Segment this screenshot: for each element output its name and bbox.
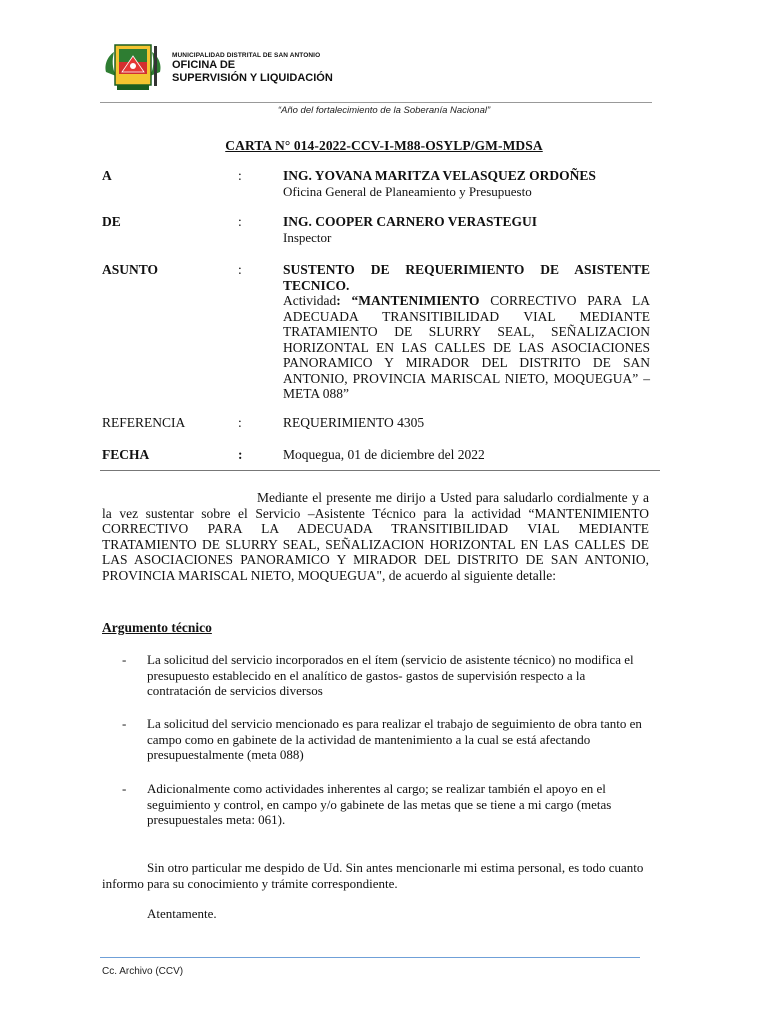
subject-title: SUSTENTO DE REQUERIMIENTO DE ASISTENTE TECNICO. <box>283 262 650 293</box>
activity-bold: : “MANTENIMIENTO <box>336 293 480 308</box>
subject-label: ASUNTO <box>102 262 159 277</box>
section-divider <box>100 470 660 471</box>
addressee-label: A <box>102 168 112 183</box>
subject-activity <box>283 293 650 402</box>
activity-description: CORRECTIVO PARA LA ADECUADA TRANSITIBILIDAD VIAL MEDIANTE TRATAMIENTO DE SLURRY SEAL, SEÑALIZACION HORIZONTAL EN LAS CALLES DE LAS ASOCIACIONES PANORAMICO Y MIRADOR DEL DISTRITO DE SAN ANTONIO, PROVINCIA MARISCAL NIETO, MOQUEGUA” – META 088” <box>283 293 650 401</box>
municipality-name: MUNICIPALIDAD DISTRITAL DE SAN ANTONIO <box>172 52 321 59</box>
sender-name: ING. COOPER CARNERO VERASTEGUI <box>283 214 538 229</box>
closing-paragraph: Sin otro particular me despido de Ud. Sin antes mencionarle mi estima personal, es todo cuanto informo para su conocimiento y trámite correspondiente. <box>102 860 644 891</box>
bullet-text: Adicionalmente como actividades inherentes al cargo; se realizar también el apoyo en el seguimiento y control, en campo y/o gabinete de las metas que se tiene a mi cargo (metas presupuestales meta: 061). <box>147 781 612 827</box>
reference-colon: : <box>238 415 242 430</box>
letter-title: CARTA N° 014-2022-CCV-I-M88-OSYLP/GM-MDSA <box>225 138 543 153</box>
bullet-dash: - <box>122 716 127 731</box>
bullet-text: La solicitud del servicio mencionado es para realizar el trabajo de seguimiento de obra tanto en campo como en gabinete de la actividad de mantenimiento a la cual se está afectando presupuestalmente (meta 088) <box>147 716 642 762</box>
municipal-logo <box>102 42 164 92</box>
organization-header <box>172 52 333 85</box>
argument-title: Argumento técnico <box>102 620 212 635</box>
subject-colon: : <box>238 262 242 277</box>
intro-paragraph: Mediante el presente me dirijo a Usted para saludarlo cordialmente y a la vez sustentar sobre el Servicio –Asistente Técnico para la actividad “MANTENIMIENTO CORRECTIVO PARA LA ADECUADA TRANSITIBILIDAD VIAL MEDIANTE TRATAMIENTO DE SLURRY SEAL, SEÑALIZACION HORIZONTAL EN LAS CALLES DE LAS ASOCIACIONES PANORAMICO Y MIRADOR DEL DISTRITO DE SAN ANTONIO, PROVINCIA MARISCAL NIETO, MOQUEGUA", de acuerdo al siguiente detalle: <box>102 490 649 583</box>
bullet-text: La solicitud del servicio incorporados en el ítem (servicio de asistente técnico) no modifica el presupuesto establecido en el analítico de gastos- gastos de supervisión respecto a la contratación de servicios diversos <box>147 652 634 698</box>
date-colon: : <box>238 447 243 462</box>
reference-label: REFERENCIA <box>102 415 186 430</box>
bullet-dash: - <box>122 652 127 667</box>
sender-label: DE <box>102 214 121 229</box>
footer-divider <box>100 957 640 958</box>
activity-prefix: Actividad <box>283 293 337 308</box>
sender-role: Inspector <box>283 230 332 245</box>
header-divider <box>100 102 652 103</box>
reference-value: REQUERIMIENTO 4305 <box>283 415 425 430</box>
signoff: Atentamente. <box>147 906 217 921</box>
year-motto: “Año del fortalecimiento de la Soberanía Nacional” <box>277 105 491 116</box>
bullet-dash: - <box>122 781 127 796</box>
office-name-line2: SUPERVISIÓN Y LIQUIDACIÓN <box>172 72 333 84</box>
addressee-office: Oficina General de Planeamiento y Presupuesto <box>283 184 532 199</box>
sender-colon: : <box>238 214 242 229</box>
archive-note: Cc. Archivo (CCV) <box>102 966 184 977</box>
addressee-colon: : <box>238 168 242 183</box>
addressee-name: ING. YOVANA MARITZA VELASQUEZ ORDOÑES <box>283 168 596 183</box>
date-label: FECHA <box>102 447 150 462</box>
office-name-line1: OFICINA DE <box>172 59 236 71</box>
date-value: Moquegua, 01 de diciembre del 2022 <box>283 447 485 462</box>
